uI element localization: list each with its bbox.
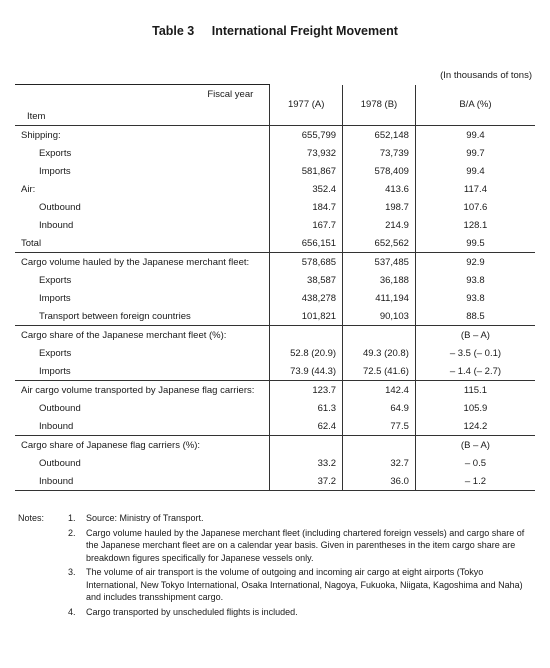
table-row [15,216,535,234]
value-ratio: 105.9 [415,399,535,417]
table-row [15,344,535,362]
row-label: Inbound [39,420,74,432]
header-col-1978: 1978 (B) [343,85,416,126]
value-ratio: 99.7 [415,144,535,162]
row-label: Inbound [39,219,74,231]
table-row [15,234,535,253]
row-label: Exports [39,347,72,359]
notes-label [18,606,68,619]
table-title [0,24,550,38]
table-row [15,381,535,400]
value-1978: 49.3 (20.8) [343,344,416,362]
value-ratio: 93.8 [415,289,535,307]
value-ratio: 88.5 [415,307,535,326]
table-row [15,436,535,455]
value-ratio: 117.4 [415,180,535,198]
value-1977: 73,932 [270,144,343,162]
row-label: Exports [39,274,72,286]
row-label: Imports [39,165,71,177]
table-row [15,180,535,198]
row-label: Exports [39,147,72,159]
value-1977: 352.4 [270,180,343,198]
note-item [18,606,533,619]
row-label: Total [21,237,42,249]
value-1978: 36.0 [343,472,416,491]
value-ratio: 99.4 [415,162,535,180]
note-item [18,566,533,604]
value-ratio: 99.5 [415,234,535,253]
row-label: Cargo share of the Japanese merchant fleet (%): [15,326,270,345]
value-1977: 33.2 [270,454,343,472]
value-ratio: 99.4 [415,126,535,145]
value-1978: 578,409 [343,162,416,180]
note-text: Source: Ministry of Transport. [86,513,204,523]
value-1978: 36,188 [343,271,416,289]
value-ratio: 92.9 [415,253,535,272]
row-label: Cargo volume hauled by the Japanese merchant fleet: [15,253,270,272]
value-1978: 72.5 (41.6) [343,362,416,381]
value-1977: 38,587 [270,271,343,289]
row-label: Inbound [15,472,270,491]
value-1977: 52.8 (20.9) [270,344,343,362]
notes-label [18,527,68,565]
value-1978 [343,436,416,455]
value-1978: 413.6 [343,180,416,198]
note-item [18,512,533,525]
row-label: Transport between foreign countries [39,310,191,322]
note-number: 2. [68,527,76,538]
note-item [18,527,533,565]
value-1977: 656,151 [270,234,343,253]
table-row [15,307,535,326]
notes-block [18,512,533,620]
value-1978: 198.7 [343,198,416,216]
value-1977: 37.2 [270,472,343,491]
row-label: Cargo share of Japanese flag carriers (%): [15,436,270,455]
value-1977: 578,685 [270,253,343,272]
table-row [15,417,535,436]
value-ratio: 124.2 [415,417,535,436]
table-row [15,126,535,145]
value-1978 [343,326,416,345]
value-ratio: (B – A) [415,326,535,345]
table-title-text: International Freight Movement [211,24,398,38]
table-row [15,326,535,345]
notes-label: Notes: [18,513,45,523]
value-1977: 438,278 [270,289,343,307]
row-label: Air: [21,183,36,195]
value-ratio: – 1.4 (– 2.7) [415,362,535,381]
table-row [15,472,535,491]
value-1977: 167.7 [270,216,343,234]
note-number: 1. [68,513,76,523]
value-1977 [270,436,343,455]
value-1978: 214.9 [343,216,416,234]
value-1977: 123.7 [270,381,343,400]
value-1978: 77.5 [343,417,416,436]
header-col-ratio: B/A (%) [415,85,535,126]
value-1978: 73,739 [343,144,416,162]
value-1977: 73.9 (44.3) [270,362,343,381]
value-1978: 652,562 [343,234,416,253]
row-label: Outbound [39,402,81,414]
value-1977: 184.7 [270,198,343,216]
table-row [15,162,535,180]
table-row [15,362,535,381]
value-ratio: – 0.5 [415,454,535,472]
table-row [15,253,535,272]
header-item: Item [27,111,46,122]
value-1977: 61.3 [270,399,343,417]
value-ratio: 107.6 [415,198,535,216]
value-1978: 537,485 [343,253,416,272]
value-1978: 64.9 [343,399,416,417]
table-row [15,271,535,289]
table-row [15,454,535,472]
value-1978: 90,103 [343,307,416,326]
value-ratio: – 3.5 (– 0.1) [415,344,535,362]
row-label: Imports [39,365,71,377]
value-1978: 142.4 [343,381,416,400]
note-text: The volume of air transport is the volume of outgoing and incoming air cargo at eight airports (Tokyo International, New Tokyo International, Osaka International, Nagoya, Fukuoka, Niigata, Kagoshima and Naha) and includes transshipment cargo. [86,567,523,602]
value-ratio: – 1.2 [415,472,535,491]
value-1977: 655,799 [270,126,343,145]
row-label: Shipping: [15,126,270,145]
row-label: Outbound [39,201,81,213]
units-label: (In thousands of tons) [440,70,532,81]
value-1978: 652,148 [343,126,416,145]
notes-label [18,566,68,604]
value-1977: 581,867 [270,162,343,180]
value-1977 [270,326,343,345]
value-ratio: 128.1 [415,216,535,234]
value-ratio: 115.1 [415,381,535,400]
value-1978: 32.7 [343,454,416,472]
header-col-1977: 1977 (A) [270,85,343,126]
table-row [15,198,535,216]
note-text: Cargo volume hauled by the Japanese merchant fleet (including chartered foreign vessels) and cargo share of the Japanese merchant fleet are on a calendar year basis. Given in parentheses in the item cargo share are breakdown figures specifically for Japanese vessels only. [86,527,525,563]
value-1977: 101,821 [270,307,343,326]
table-number: Table 3 [152,24,195,38]
header-fiscal-year: Fiscal year [207,89,254,100]
value-1978: 411,194 [343,289,416,307]
value-ratio: (B – A) [415,436,535,455]
row-label: Outbound [39,457,81,469]
table-row [15,289,535,307]
note-number: 4. [68,606,76,617]
row-label: Air cargo volume transported by Japanese flag carriers: [15,381,270,400]
header-corner [15,85,270,126]
table-row [15,399,535,417]
table-row [15,144,535,162]
value-ratio: 93.8 [415,271,535,289]
freight-table [15,84,535,491]
row-label: Imports [39,292,71,304]
note-number: 3. [68,567,76,577]
note-text: Cargo transported by unscheduled flights is included. [86,606,298,617]
value-1977: 62.4 [270,417,343,436]
